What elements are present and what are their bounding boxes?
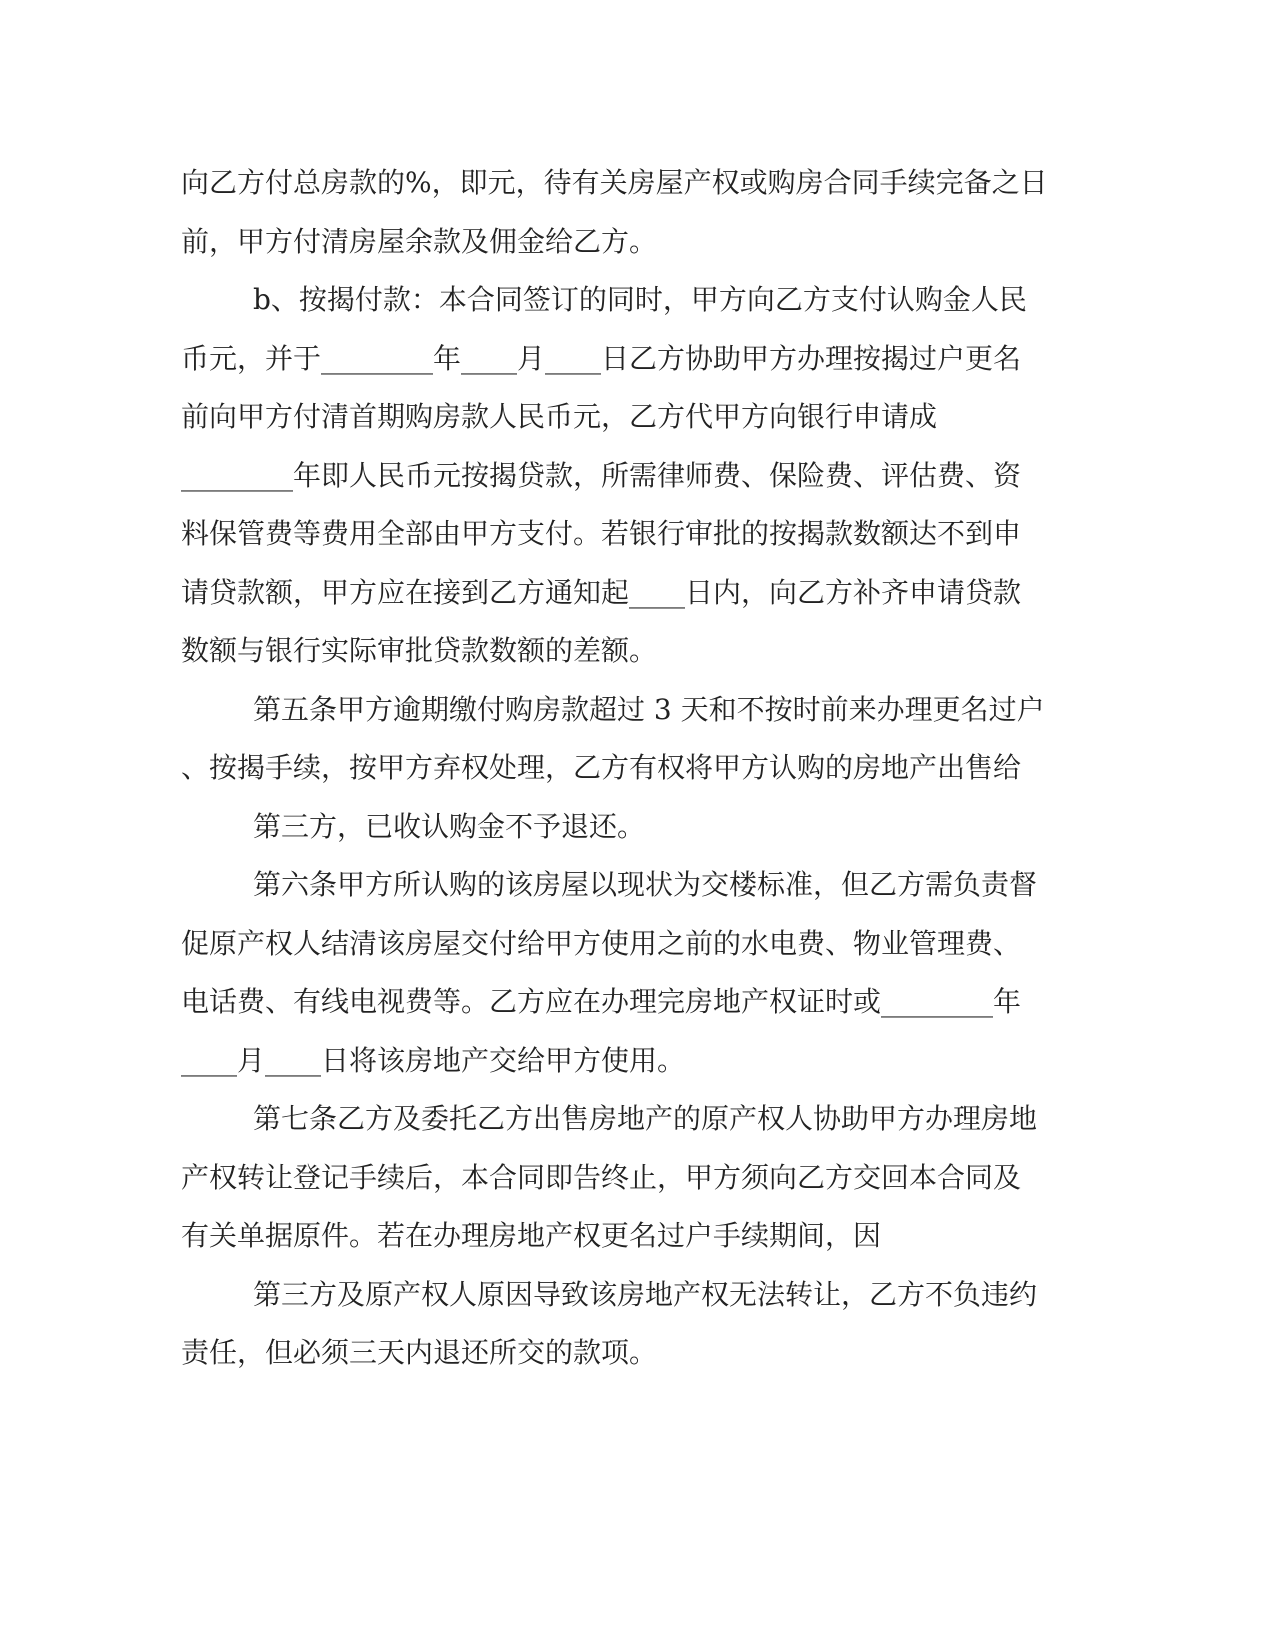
text-line: 前，甲方付清房屋余款及佣金给乙方。 (181, 225, 658, 258)
text-line: 币元，并于________年____月____日乙方协助甲方办理按揭过户更名 (181, 342, 1022, 375)
text-line: ________年即人民币元按揭贷款，所需律师费、保险费、评估费、资 (181, 459, 1022, 492)
text-line: 请贷款额，甲方应在接到乙方通知起____日内，向乙方补齐申请贷款 (181, 576, 1022, 609)
text-line: 第三方及原产权人原因导致该房地产权无法转让，乙方不负违约 (253, 1278, 1038, 1311)
text-line: 前向甲方付清首期购房款人民币元，乙方代甲方向银行申请成 (181, 400, 938, 433)
text-line: 电话费、有线电视费等。乙方应在办理完房地产权证时或________年 (181, 985, 1022, 1018)
text-line: 第七条乙方及委托乙方出售房地产的原产权人协助甲方办理房地 (253, 1102, 1038, 1135)
text-line: 向乙方付总房款的%，即元，待有关房屋产权或购房合同手续完备之日 (181, 166, 1048, 199)
text-line: 产权转让登记手续后，本合同即告终止，甲方须向乙方交回本合同及 (181, 1161, 1022, 1194)
text-line: 料保管费等费用全部由甲方支付。若银行审批的按揭款数额达不到申 (181, 517, 1022, 550)
text-line: b、按揭付款：本合同签订的同时，甲方向乙方支付认购金人民 (253, 283, 1027, 316)
text-line: 、按揭手续，按甲方弃权处理，乙方有权将甲方认购的房地产出售给 (181, 751, 1022, 784)
text-line: 促原产权人结清该房屋交付给甲方使用之前的水电费、物业管理费、 (181, 927, 1022, 960)
text-line: 第三方，已收认购金不予退还。 (253, 810, 646, 843)
text-line: 有关单据原件。若在办理房地产权更名过户手续期间，因 (181, 1219, 882, 1252)
text-line: 责任，但必须三天内退还所交的款项。 (181, 1336, 658, 1369)
text-line: 第五条甲方逾期缴付购房款超过 3 天和不按时前来办理更名过户 (253, 693, 1045, 726)
text-line: ____月____日将该房地产交给甲方使用。 (181, 1044, 686, 1077)
text-line: 第六条甲方所认购的该房屋以现状为交楼标准，但乙方需负责督 (253, 868, 1038, 901)
text-line: 数额与银行实际审批贷款数额的差额。 (181, 634, 658, 667)
